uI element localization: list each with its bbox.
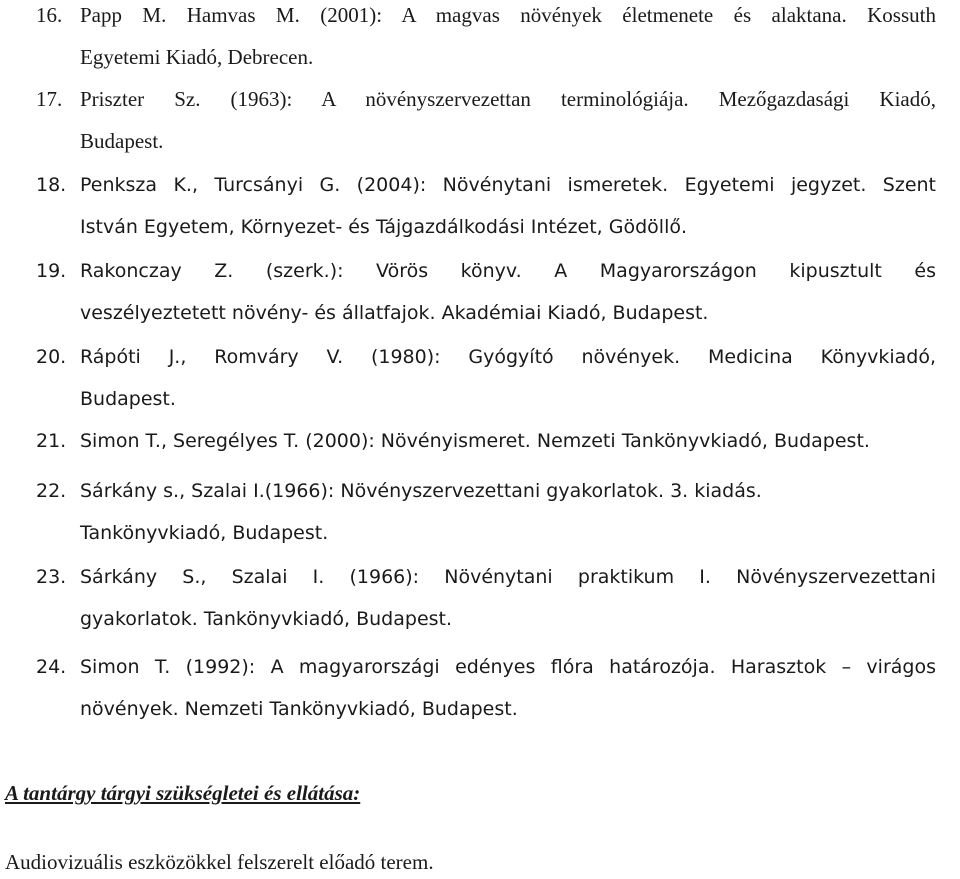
reference-line: Budapest. [80, 388, 176, 410]
reference-line: Simon T. (1992): A magyarországi edényes flóra határozója. Harasztok – virágos [80, 656, 936, 678]
reference-line: Tankönyvkiadó, Budapest. [80, 522, 329, 544]
section-title: A tantárgy tárgyi szükségletei és ellátása: [5, 781, 361, 805]
reference-line: Priszter Sz. (1963): A növényszervezettan terminológiája. Mezőgazdasági Kiadó, [80, 87, 936, 111]
reference-number: 17. [36, 87, 63, 111]
reference-item [36, 0, 936, 78]
reference-number: 18. [36, 174, 67, 196]
reference-item [36, 336, 936, 420]
reference-line: István Egyetem, Környezet- és Tájgazdálkodási Intézet, Gödöllő. [80, 216, 688, 238]
reference-line: veszélyeztetett növény- és állatfajok. Akadémiai Kiadó, Budapest. [80, 302, 709, 324]
reference-line: Rápóti J., Romváry V. (1980): Gyógyító növények. Medicina Könyvkiadó, [80, 346, 936, 368]
reference-number: 22. [36, 480, 67, 502]
reference-line: Papp M. Hamvas M. (2001): A magvas növények életmenete és alaktana. Kossuth [80, 3, 936, 27]
reference-line: Egyetemi Kiadó, Debrecen. [80, 45, 314, 69]
reference-item [36, 164, 936, 248]
reference-number: 19. [36, 260, 67, 282]
reference-line: Budapest. [80, 129, 164, 153]
reference-line: Simon T., Seregélyes T. (2000): Növényismeret. Nemzeti Tankönyvkiadó, Budapest. [80, 430, 870, 452]
reference-item [36, 420, 936, 462]
reference-item [36, 250, 936, 334]
reference-line: növények. Nemzeti Tankönyvkiadó, Budapest. [80, 698, 518, 720]
reference-number: 23. [36, 566, 67, 588]
reference-number: 20. [36, 346, 67, 368]
reference-line: Rakonczay Z. (szerk.): Vörös könyv. A Magyarországon kipusztult és [80, 260, 936, 282]
reference-item [36, 646, 936, 730]
reference-item [36, 78, 936, 162]
reference-line: Sárkány S., Szalai I. (1966): Növénytani praktikum I. Növényszervezettani [80, 566, 936, 588]
reference-item [36, 556, 936, 640]
reference-item [36, 470, 936, 554]
reference-number: 16. [36, 3, 63, 27]
reference-line: Penksza K., Turcsányi G. (2004): Növénytani ismeretek. Egyetemi jegyzet. Szent [80, 174, 936, 196]
reference-line: Sárkány s., Szalai I.(1966): Növényszervezettani gyakorlatok. 3. kiadás. [80, 480, 762, 502]
reference-number: 21. [36, 430, 67, 452]
reference-number: 24. [36, 656, 67, 678]
section-body: Audiovizuális eszközökkel felszerelt előadó terem. [5, 850, 434, 874]
reference-line: gyakorlatok. Tankönyvkiadó, Budapest. [80, 608, 453, 630]
